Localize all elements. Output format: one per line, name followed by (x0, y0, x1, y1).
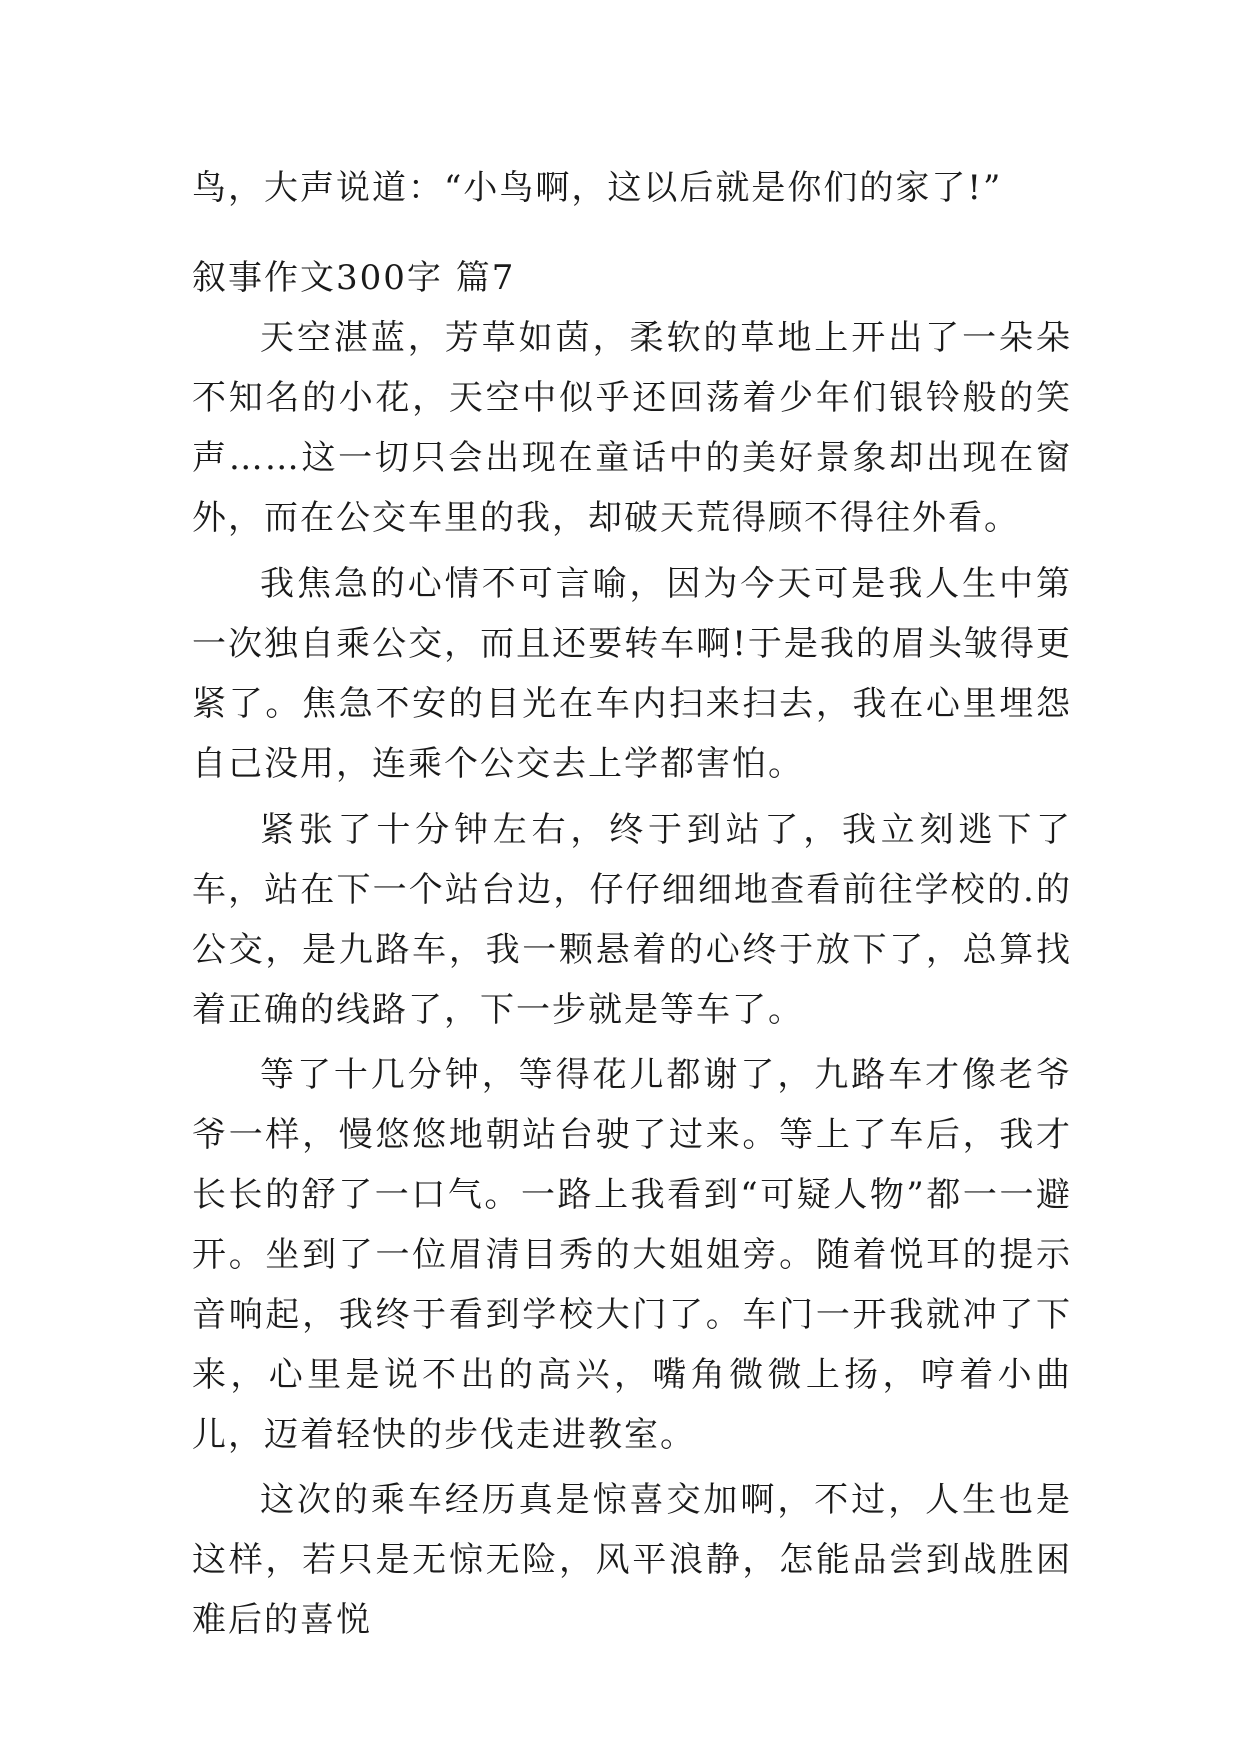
paragraph-4: 等了十几分钟，等得花儿都谢了，九路车才像老爷爷一样，慢悠悠地朝站台驶了过来。等上了车后，我才长长的舒了一口气。一路上我看到“可疑人物”都一一避开。坐到了一位眉清目秀的大姐姐旁。随着悦耳的提示音响起，我终于看到学校大门了。车门一开我就冲了下来，心里是说不出的高兴，嘴角微微上扬，哼着小曲儿，迈着轻快的步伐走进教室。 (192, 1055, 1072, 1455)
spacer (192, 218, 1072, 248)
paragraph-5: 这次的乘车经历真是惊喜交加啊，不过，人生也是这样，若只是无惊无险，风平浪静，怎能品尝到战胜困难后的喜悦 (192, 1480, 1072, 1640)
section-heading: 叙事作文300字 篇7 (192, 258, 516, 298)
paragraph-3: 紧张了十分钟左右，终于到站了，我立刻逃下了车，站在下一个站台边，仔仔细细地查看前往学校的.的公交，是九路车，我一颗悬着的心终于放下了，总算找着正确的线路了，下一步就是等车了。 (192, 810, 1072, 1030)
continuation-line: 鸟，大声说道：“小鸟啊，这以后就是你们的家了!” (192, 168, 1003, 208)
paragraph-1: 天空湛蓝，芳草如茵，柔软的草地上开出了一朵朵不知名的小花，天空中似乎还回荡着少年们银铃般的笑声……这一切只会出现在童话中的美好景象却出现在窗外，而在公交车里的我，却破天荒得顾不得往外看。 (192, 318, 1072, 538)
page-content (192, 158, 1072, 1650)
paragraph-2: 我焦急的心情不可言喻，因为今天可是我人生中第一次独自乘公交，而且还要转车啊!于是我的眉头皱得更紧了。焦急不安的目光在车内扫来扫去，我在心里埋怨自己没用，连乘个公交去上学都害怕。 (192, 564, 1072, 784)
